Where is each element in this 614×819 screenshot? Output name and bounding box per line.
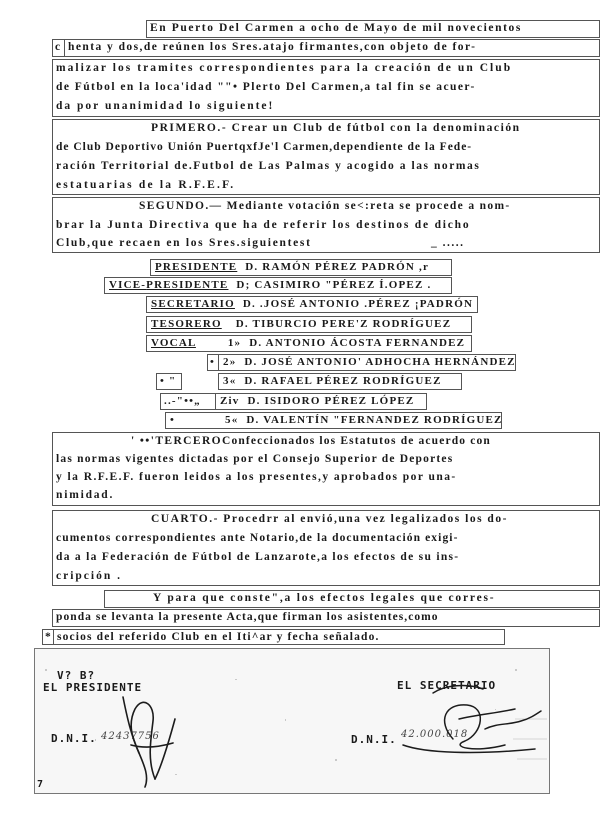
- cuarto-line-3: da a la Federación de Fútbol de Lanzarote,a los efectos de su ins-: [56, 551, 460, 563]
- cuarto-line-2: cumentos correspondientes ante Notario,de la documentación exigi-: [56, 532, 459, 544]
- dni-right-label: D.N.I.: [351, 733, 397, 746]
- vocal-1-number: 1»: [227, 337, 242, 349]
- presidente-label: PRESIDENTE: [155, 261, 238, 273]
- vice-prefix: VICE-: [109, 279, 147, 291]
- secretario-name: D. .JOSÉ ANTONIO .PÉREZ ¡PADRÓN: [242, 298, 474, 310]
- vocal-4-name: D. ISIDORO PÉREZ LÓPEZ: [247, 395, 415, 407]
- segundo-line-2: brar la Junta Directiva que ha de referir los destinos de dicho: [56, 219, 471, 231]
- vocal-3-mark: • ": [156, 373, 182, 390]
- officer-secretario: [146, 296, 478, 313]
- officer-vocal-4: [215, 393, 427, 410]
- vice-label: PRESIDENTE: [146, 279, 229, 291]
- vice-name: D; CASIMIRO "PÉREZ Í.OPEZ .: [236, 279, 432, 291]
- officer-vocal-2: [218, 354, 516, 371]
- vocal-label: VOCAL: [151, 337, 196, 349]
- vocal-1-name: D. ANTONIO ÁCOSTA FERNANDEZ: [249, 337, 466, 349]
- vocal-3-number: 3«: [223, 375, 237, 387]
- segundo-line-3-dots: _ .....: [431, 237, 465, 249]
- page-mark: 7: [37, 779, 45, 790]
- el-presidente-label: EL PRESIDENTE: [43, 681, 143, 694]
- cuarto-line-1: CUARTO.- Procedrr al envió,una vez legalizados los do-: [151, 513, 508, 525]
- closing-line-3: socios del referido Club en el Iti^ar y fecha señalado.: [53, 629, 505, 645]
- secretary-signature: [403, 686, 541, 753]
- closing-line-1: Y para que conste",a los efectos legales que corres-: [104, 590, 600, 608]
- signature-area: [34, 648, 550, 794]
- intro-line-4: de Fútbol en la loca'idad ""• Plerto Del Carmen,a tal fin se acuer-: [56, 81, 476, 93]
- closing-asterisk: *: [42, 629, 54, 645]
- tercero-line-3: y la R.F.E.F. fueron leidos a los presentes,y aprobados por una-: [56, 471, 457, 483]
- officer-presidente: [150, 259, 452, 276]
- officer-vocal-5: [165, 412, 502, 429]
- cuarto-paragraph: [52, 510, 600, 586]
- vb-label: V? B?: [57, 669, 96, 682]
- officer-vocal-1: [146, 335, 472, 352]
- vocal-2-name: D. JOSÉ ANTONIO' ADHOCHA HERNÁNDEZ: [244, 356, 516, 368]
- closing-line-2: ponda se levanta la presente Acta,que firman los asistentes,como: [52, 609, 600, 627]
- intro-line-2-fragment: c: [52, 39, 65, 57]
- intro-line-3: malizar los tramites correspondientes para la creación de un Club: [56, 62, 513, 74]
- primero-paragraph: [52, 119, 600, 195]
- primero-line-2: de Club Deportivo Unión PuertqxfJe'l Carmen,dependiente de la Fede-: [56, 141, 473, 153]
- dni-right-number: 42.000.018: [401, 729, 469, 740]
- intro-line-2: henta y dos,de reúnen los Sres.atajo firmantes,con objeto de for-: [64, 39, 600, 57]
- intro-line-5: da por unanimidad lo siguiente!: [56, 100, 275, 112]
- vocal-2-number: 2»: [223, 356, 237, 368]
- handwritten-signatures: [35, 649, 550, 794]
- tesorero-name: D. TIBURCIO PERE'Z RODRÍGUEZ: [235, 318, 452, 330]
- primero-line-1: PRIMERO.- Crear un Club de fútbol con la denominación: [151, 122, 521, 134]
- tercero-line-1: ' ••'TERCEROConfeccionados los Estatutos de acuerdo con: [131, 435, 491, 447]
- vocal-5-number: 5«: [225, 414, 239, 426]
- officer-tesorero: [146, 316, 472, 333]
- dni-left-label: D.N.I.: [51, 732, 97, 745]
- vocal-2-mark: •: [207, 354, 219, 371]
- vocal-4-mark: ..-"••„: [160, 393, 216, 410]
- cuarto-line-4: cripción .: [56, 570, 122, 582]
- presidente-name: D. RAMÓN PÉREZ PADRÓN ,r: [245, 261, 430, 273]
- intro-paragraph: [52, 59, 600, 117]
- dni-left-number: 42437756: [101, 731, 160, 742]
- tercero-line-4: nimidad.: [56, 489, 115, 501]
- el-secretario-label: EL SECRETARIO: [397, 679, 497, 692]
- vocal-5-mark: •: [170, 414, 176, 426]
- segundo-paragraph: [52, 197, 600, 253]
- vocal-4-number: Ziv: [220, 395, 240, 407]
- primero-line-3: ración Territorial de.Futbol de Las Palmas y acogido a las normas: [56, 160, 481, 172]
- tercero-line-2: las normas vigentes dictadas por el Consejo Superior de Deportes: [56, 453, 454, 465]
- vocal-5-name: D. VALENTÍN "FERNANDEZ RODRÍGUEZ: [246, 414, 503, 426]
- officer-vocal-3: [218, 373, 462, 390]
- intro-line-1: En Puerto Del Carmen a ocho de Mayo de mil novecientos: [146, 20, 600, 38]
- vocal-3-name: D. RAFAEL PÉREZ RODRÍGUEZ: [244, 375, 442, 387]
- segundo-line-1: SEGUNDO.— Mediante votación se<:reta se procede a nom-: [139, 200, 511, 212]
- officer-vicepresidente: [104, 277, 452, 294]
- tesorero-label: TESORERO: [151, 318, 222, 330]
- segundo-line-3: Club,que recaen en los Sres.siguientest: [56, 237, 312, 249]
- president-signature: [123, 697, 175, 787]
- secretario-label: SECRETARIO: [151, 298, 235, 310]
- primero-line-4: estatuarias de la R.F.E.F.: [56, 179, 236, 191]
- tercero-paragraph: [52, 432, 600, 506]
